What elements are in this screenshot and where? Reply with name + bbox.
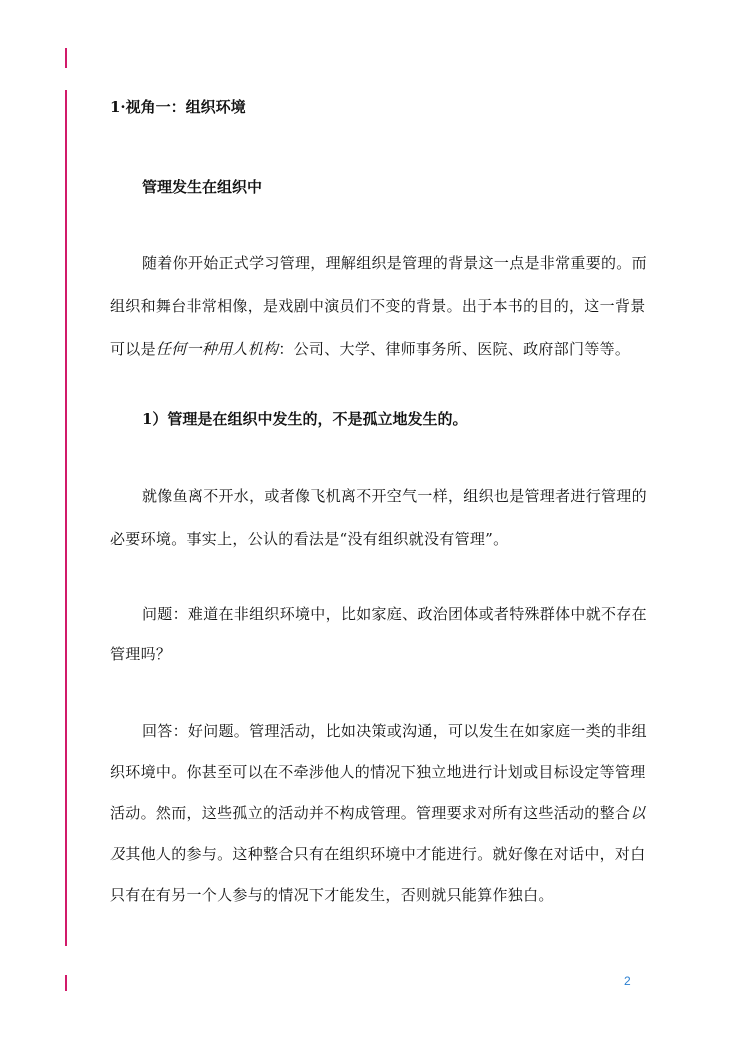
paragraph-2-line-2: 必要环境。事实上，公认的看法是“没有组织就没有管理”。 [110,530,509,548]
paragraph-4-line-5: 只有在有另一个人参与的情况下才能发生，否则就只能算作独白。 [110,886,554,904]
margin-rule-main [65,90,67,946]
paragraph-4-line-2: 织环境中。你甚至可以在不牵涉他人的情况下独立地进行计划或目标设定等管理 [110,763,646,781]
paragraph-1-line-3-prefix: 可以是 [110,340,156,358]
paragraph-4-line-3-prefix: 活动。然而，这些孤立的活动并不构成管理。管理要求对所有这些活动的整合 [110,804,631,822]
margin-rule-top [65,48,67,68]
paragraph-1-line-3-suffix: ：公司、大学、律师事务所、医院、政府部门等等。 [278,340,631,358]
paragraph-1-line-3-emphasis: 任何一种用人机构 [155,340,279,358]
paragraph-4-line-4-emphasis: 及 [110,845,126,863]
paragraph-2-line-1: 就像鱼离不开水，或者像飞机离不开空气一样，组织也是管理者进行管理的 [142,487,647,505]
paragraph-4-line-1: 回答：好问题。管理活动，比如决策或沟通，可以发生在如家庭一类的非组 [142,722,647,740]
subsection-title: 管理发生在组织中 [142,178,263,196]
section-title: 1·视角一：组织环境 [110,98,246,116]
paragraph-1-line-2: 组织和舞台非常相像，是戏剧中演员们不变的背景。出于本书的目的，这一背景 [110,297,646,315]
paragraph-1-line-3 [110,338,630,361]
page-number: 2 [624,974,631,988]
paragraph-4-line-4-suffix: 其他人的参与。这种整合只有在组织环境中才能进行。就好像在对话中，对白 [125,845,646,863]
point-1-heading: 1）管理是在组织中发生的，不是孤立地发生的。 [142,410,468,428]
paragraph-3-line-1: 问题：难道在非组织环境中，比如家庭、政治团体或者特殊群体中就不存在 [142,605,647,623]
paragraph-4-line-4 [110,843,646,866]
paragraph-4-line-3 [110,802,646,825]
paragraph-1-line-1: 随着你开始正式学习管理，理解组织是管理的背景这一点是非常重要的。而 [142,254,647,272]
paragraph-4-line-3-emphasis: 以 [630,804,646,822]
paragraph-3-line-2: 管理吗？ [110,645,172,663]
margin-rule-bottom [65,975,67,991]
